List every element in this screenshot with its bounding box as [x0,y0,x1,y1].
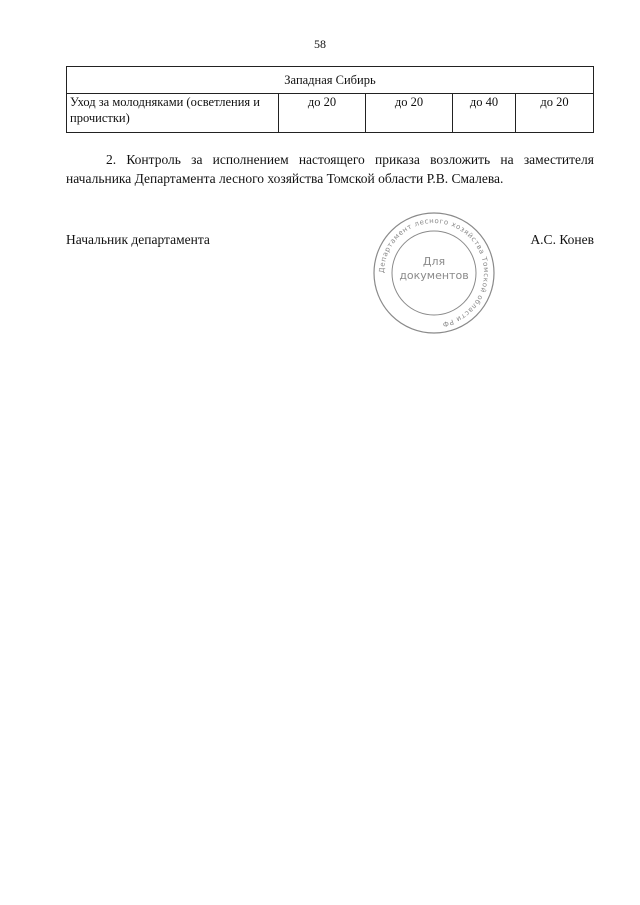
table-cell-value: до 20 [279,94,366,133]
table-cell-value: до 20 [516,94,594,133]
table-cell-value: до 20 [366,94,453,133]
table-region-cell: Западная Сибирь [67,67,594,94]
norms-table [66,66,594,133]
stamp-seal-icon [372,211,496,335]
table-cell-work: Уход за молодняками (осветления и прочистки) [67,94,279,133]
signature-title: Начальник департамента [66,232,210,247]
signature-name: А.С. Конев [530,232,594,247]
stamp-ring-text: Департамент лесного хозяйства Томской области РФ [377,216,491,329]
page-number: 58 [314,37,326,51]
paragraph-control: 2. Контроль за исполнением настоящего приказа возложить на заместителя начальника Департамента лесного хозяйства Томской области Р.В. Смалева. [66,152,594,186]
stamp-line-2: документов [399,269,469,282]
table-row [67,94,594,133]
table-cell-value: до 40 [453,94,516,133]
official-stamp [372,211,496,335]
stamp-line-1: Для [422,255,446,268]
table-region-row [67,67,594,94]
